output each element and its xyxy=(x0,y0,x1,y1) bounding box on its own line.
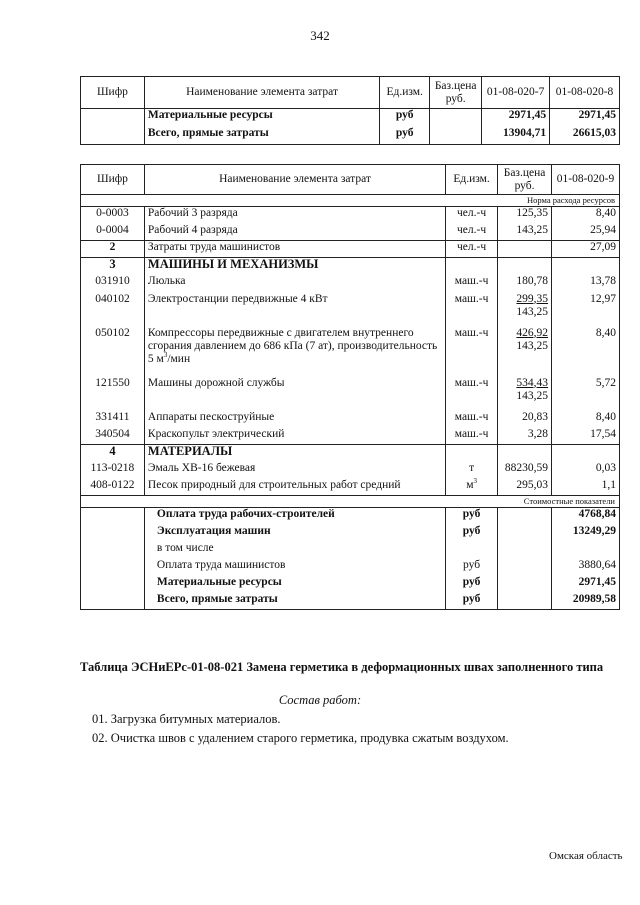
summary-table-top xyxy=(80,76,620,145)
header-code: Шифр xyxy=(81,77,145,109)
table-row: Оплата труда рабочих-строителей руб 4768,84 xyxy=(81,508,620,525)
table-row: 340504 Краскопульт электрический маш.-ч 3,28 17,54 xyxy=(81,428,620,445)
table-row: 050102 Компрессоры передвижные с двигателем внутреннего сгорания давлением до 686 кПа (7 ат), производительность 5 $м^3$/мин маш.-ч 426,92 143,25 8,40 xyxy=(81,327,620,377)
header-base-price: Баз.цена руб. xyxy=(498,165,552,195)
table-row: 0-0004 Рабочий 4 разряда чел.-ч 143,25 25,94 xyxy=(81,224,620,241)
table-row: 113-0218 Эмаль ХВ-16 бежевая т 88230,59 0,03 xyxy=(81,462,620,479)
resource-table xyxy=(80,164,620,610)
page-number: 342 xyxy=(310,28,330,43)
header-unit: Ед.изм. xyxy=(446,165,498,195)
header-base-price: Баз.цена руб. xyxy=(430,77,482,109)
section-header: 3 МАШИНЫ И МЕХАНИЗМЫ xyxy=(81,258,620,275)
table-row: Материальные ресурсы руб 2971,45 2971,45 xyxy=(81,109,620,127)
work-item: 01. Загрузка битумных материалов. xyxy=(92,712,281,726)
header-name: Наименование элемента затрат xyxy=(144,165,445,195)
header-col2: 01-08-020-8 xyxy=(550,77,620,109)
work-item: 02. Очистка швов с удалением старого герметика, продувка сжатым воздухом. xyxy=(92,731,509,745)
header-unit: Ед.изм. xyxy=(380,77,430,109)
header-col: 01-08-020-9 xyxy=(552,165,620,195)
work-heading: Состав работ: xyxy=(278,693,362,707)
table-row: Всего, прямые затраты руб 20989,58 xyxy=(81,593,620,610)
footer-region: Омская область xyxy=(549,850,623,862)
table-row: Материальные ресурсы руб 2971,45 xyxy=(81,576,620,593)
table-row: 0-0003 Рабочий 3 разряда чел.-ч 125,35 8,40 xyxy=(81,207,620,224)
table-row: 031910 Люлька маш.-ч 180,78 13,78 xyxy=(81,275,620,293)
header-col1: 01-08-020-7 xyxy=(482,77,550,109)
table-row: 408-0122 Песок природный для строительных работ средний $м^3$ 295,03 1,1 xyxy=(81,479,620,496)
table-title: Таблица ЭСНиЕРс-01-08-021 Замена герметика в деформационных швах заполненного типа xyxy=(80,660,604,674)
table-row: Всего, прямые затраты руб 13904,71 26615,03 xyxy=(81,127,620,145)
table-row: Эксплуатация машин руб 13249,29 xyxy=(81,525,620,542)
table-row: 040102 Электростанции передвижные 4 кВт маш.-ч 299,35 143,25 12,97 xyxy=(81,293,620,327)
norm-caption: Норма расхода ресурсов xyxy=(81,195,620,207)
header-name: Наименование элемента затрат xyxy=(144,77,379,109)
table-row: 2 Затраты труда машинистов чел.-ч 27,09 xyxy=(81,241,620,258)
cost-caption: Стоимостные показатели xyxy=(81,496,620,508)
header-code: Шифр xyxy=(81,165,145,195)
table-row: 331411 Аппараты пескоструйные маш.-ч 20,83 8,40 xyxy=(81,411,620,428)
table-row: в том числе xyxy=(81,542,620,559)
table-row: Оплата труда машинистов руб 3880,64 xyxy=(81,559,620,576)
table-row: 121550 Машины дорожной службы маш.-ч 534,43 143,25 5,72 xyxy=(81,377,620,411)
section-header: 4 МАТЕРИАЛЫ xyxy=(81,445,620,462)
